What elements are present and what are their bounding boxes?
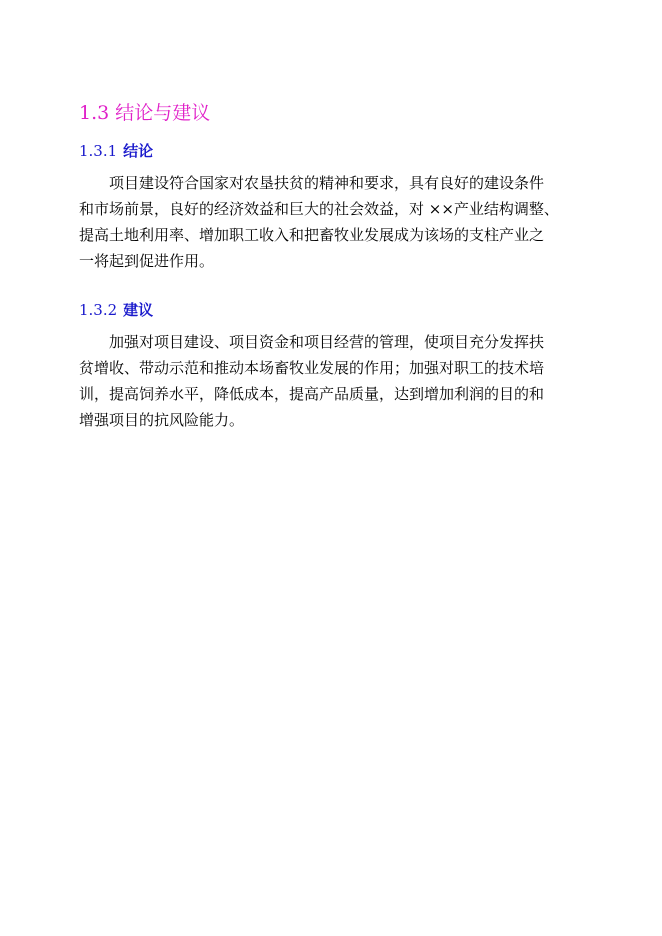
- subsection-number: 1.3.1: [79, 142, 118, 160]
- paragraph-line: 训，提高饲养水平，降低成本，提高产品质量，达到增加利润的目的和: [79, 385, 545, 403]
- section-title: 结论与建议: [115, 102, 211, 124]
- paragraph-line: 加强对项目建设、项目资金和项目经营的管理，使项目充分发挥扶: [109, 333, 545, 351]
- paragraph-line: 提高土地利用率、增加职工收入和把畜牧业发展成为该场的支柱产业之: [79, 226, 545, 244]
- paragraph-line: 贫增收、带动示范和推动本场畜牧业发展的作用；加强对职工的技术培: [79, 359, 545, 377]
- subsection-heading-suggestion: [79, 300, 153, 320]
- section-number: 1.3: [79, 102, 110, 124]
- suggestion-paragraph: [79, 329, 599, 433]
- conclusion-paragraph: [79, 170, 599, 274]
- paragraph-line: 一将起到促进作用。: [79, 252, 215, 270]
- subsection-number: 1.3.2: [79, 301, 118, 319]
- section-heading: [79, 100, 210, 126]
- subsection-heading-conclusion: [79, 141, 153, 161]
- subsection-title: 建议: [123, 301, 154, 319]
- subsection-title: 结论: [123, 142, 154, 160]
- paragraph-line: 增强项目的抗风险能力。: [79, 411, 245, 429]
- paragraph-line: 项目建设符合国家对农垦扶贫的精神和要求，具有良好的建设条件: [109, 174, 545, 192]
- paragraph-line: 和市场前景，良好的经济效益和巨大的社会效益，对 ××产业结构调整、: [79, 200, 559, 218]
